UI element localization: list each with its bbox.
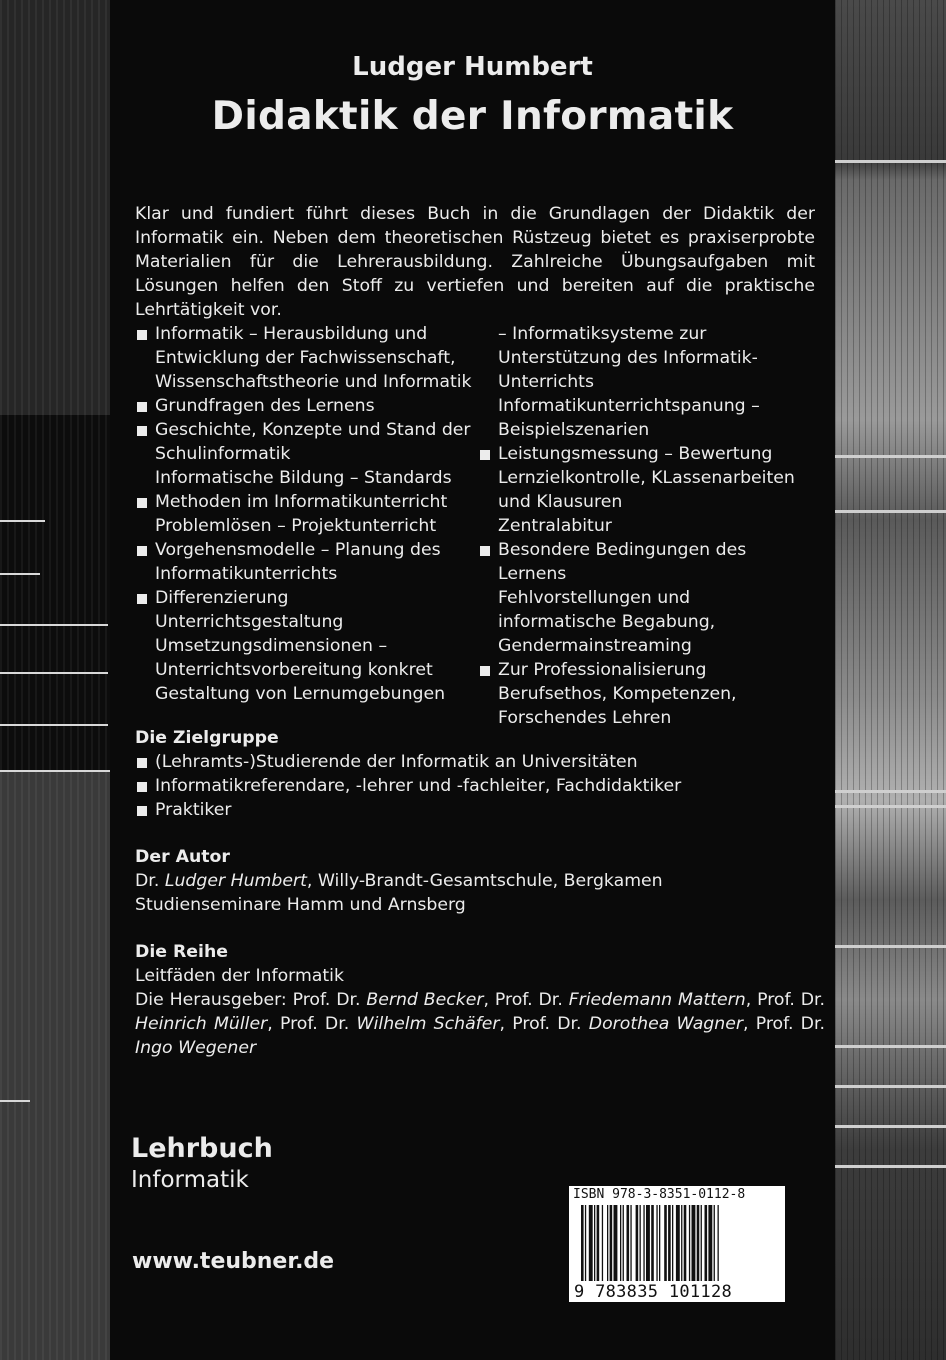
light-streak (835, 1085, 946, 1088)
target-group-item: Informatikreferendare, -lehrer und -fachleiter, Fachdidaktiker (135, 774, 825, 798)
barcode-bar (636, 1205, 639, 1281)
light-streak (0, 624, 108, 626)
light-streak (835, 455, 946, 458)
series-name: Leitfäden der Informatik (135, 966, 344, 986)
isbn-barcode (569, 1186, 785, 1302)
light-streak (0, 672, 108, 674)
light-streak (0, 724, 108, 726)
light-streak (835, 160, 946, 163)
barcode-bar (630, 1205, 631, 1281)
barcode-bar (594, 1205, 595, 1281)
series-editors: Die Herausgeber: Prof. Dr. Bernd Becker, Prof. Dr. Friedemann Mattern, Prof. Dr. Heinrich Müller, Prof. Dr. Wilhelm Schäfer, Prof. Dr. Dorothea Wagner, Prof. Dr. Ingo Wegener (135, 990, 826, 1058)
section-heading: Die Zielgruppe (135, 728, 279, 748)
square-bullet-icon (137, 426, 147, 436)
square-bullet-icon (480, 546, 490, 556)
light-streak (0, 573, 40, 575)
imprint-line-2: Informatik (131, 1167, 249, 1193)
light-streak (835, 790, 946, 793)
square-bullet-icon (137, 546, 147, 556)
barcode-bar (581, 1205, 584, 1281)
light-streak (0, 770, 110, 772)
barcode-bar (664, 1205, 667, 1281)
topics-right-column (478, 322, 813, 730)
barcode-bar (714, 1205, 715, 1281)
author-line-2: Studienseminare Hamm und Arnsberg (135, 895, 466, 915)
topics-left-column (135, 322, 475, 706)
barcode-bars (573, 1205, 781, 1281)
barcode-bar (623, 1205, 624, 1281)
square-bullet-icon (137, 806, 147, 816)
topic-item: Leistungsmessung – Bewertung Lernzielkontrolle, KLassenarbeiten und Klausuren Zentralabitur (478, 442, 813, 538)
barcode-bar (585, 1205, 586, 1281)
barcode-bar (602, 1205, 603, 1281)
barcode-bar (610, 1205, 613, 1281)
light-streak (835, 945, 946, 948)
section-heading: Die Reihe (135, 942, 228, 962)
barcode-bar (676, 1205, 680, 1281)
light-streak (835, 1045, 946, 1048)
section-heading: Der Autor (135, 847, 230, 867)
light-streak (835, 805, 946, 808)
author-section (135, 845, 825, 917)
back-cover-panel (110, 0, 835, 1360)
isbn-text: ISBN 978-3-8351-0112-8 (573, 1187, 746, 1202)
light-streak (0, 520, 45, 522)
barcode-bar (659, 1205, 660, 1281)
square-bullet-icon (137, 402, 147, 412)
barcode-bar (697, 1205, 700, 1281)
topic-item: Vorgehensmodelle – Planung des Informatikunterrichts (135, 538, 475, 586)
target-group-item: (Lehramts-)Studierende der Informatik an Universitäten (135, 750, 825, 774)
light-streak (835, 1165, 946, 1168)
barcode-bar (656, 1205, 657, 1281)
ean-digits: 9 783835 101128 (574, 1282, 733, 1302)
barcode-bar (643, 1205, 644, 1281)
series-section (135, 940, 825, 1060)
square-bullet-icon (480, 666, 490, 676)
square-bullet-icon (480, 450, 490, 460)
topic-continuation: Informatikunterrichtspanung – Beispielszenarien (498, 396, 760, 440)
topic-item: Besondere Bedingungen des Lernens Fehlvorstellungen und informatische Begabung, Gendermainstreaming (478, 538, 813, 658)
square-bullet-icon (137, 330, 147, 340)
square-bullet-icon (137, 498, 147, 508)
barcode-bar (701, 1205, 702, 1281)
barcode-bar (684, 1205, 687, 1281)
barcode-bar (681, 1205, 682, 1281)
barcode-bar (589, 1205, 593, 1281)
target-group-section (135, 726, 825, 822)
book-title: Didaktik der Informatik (211, 94, 734, 139)
topic-item: Informatik – Herausbildung und Entwicklung der Fachwissenschaft, Wissenschaftstheorie und Informatik (135, 322, 475, 394)
blurb-paragraph: Klar und fundiert führt dieses Buch in die Grundlagen der Didaktik der Informatik ein. Neben dem theoretischen Rüstzeug bietet es praxiserprobte Materialien für die Lehrerausbildung. Zahlreiche Übungsaufgaben mit Lösungen helfen den Stoff zu vertiefen und bereiten auf die praktische Lehrtätigkeit vor. (135, 204, 815, 320)
topic-item: Differenzierung Unterrichtsgestaltung Umsetzungsdimensionen – Unterrichtsvorbereitung konkret Gestaltung von Lernumgebungen (135, 586, 475, 706)
barcode-bar (651, 1205, 654, 1281)
barcode-bar (620, 1205, 621, 1281)
topic-item: Methoden im Informatikunterricht Problemlösen – Projektunterricht (135, 490, 475, 538)
right-photo-strip (835, 0, 946, 1360)
barcode-bar (705, 1205, 708, 1281)
barcode-bar (718, 1205, 719, 1281)
barcode-bar (640, 1205, 641, 1281)
barcode-bar (708, 1205, 712, 1281)
topic-item: Geschichte, Konzepte und Stand der Schulinformatik Informatische Bildung – Standards (135, 418, 475, 490)
topic-item: Grundfragen des Lernens (135, 394, 475, 418)
barcode-bar (689, 1205, 690, 1281)
series-imprint (131, 1133, 273, 1195)
barcode-bar (607, 1205, 608, 1281)
barcode-bar (614, 1205, 618, 1281)
barcode-bar (646, 1205, 650, 1281)
square-bullet-icon (137, 594, 147, 604)
author-line: Dr. Ludger Humbert, Willy-Brandt-Gesamtschule, Bergkamen (135, 871, 663, 891)
light-streak (835, 1125, 946, 1128)
target-group-item: Praktiker (135, 798, 825, 822)
square-bullet-icon (137, 758, 147, 768)
author-name: Ludger Humbert (352, 52, 593, 82)
light-streak (0, 1100, 30, 1102)
topic-item: Zur Professionalisierung Berufsethos, Kompetenzen, Forschendes Lehren (478, 658, 813, 730)
publisher-url: www.teubner.de (132, 1249, 335, 1274)
author-name-italic: Ludger Humbert (164, 871, 307, 891)
square-bullet-icon (137, 782, 147, 792)
barcode-bar (627, 1205, 630, 1281)
light-streak (835, 510, 946, 513)
imprint-line-1: Lehrbuch (131, 1133, 273, 1164)
left-photo-strip (0, 0, 110, 1360)
barcode-bar (692, 1205, 696, 1281)
barcode-bar (597, 1205, 600, 1281)
barcode-bar (672, 1205, 673, 1281)
topic-continuation: – Informatiksysteme zur Unterstützung des Informatik-Unterrichts (498, 324, 758, 392)
barcode-bar (668, 1205, 671, 1281)
